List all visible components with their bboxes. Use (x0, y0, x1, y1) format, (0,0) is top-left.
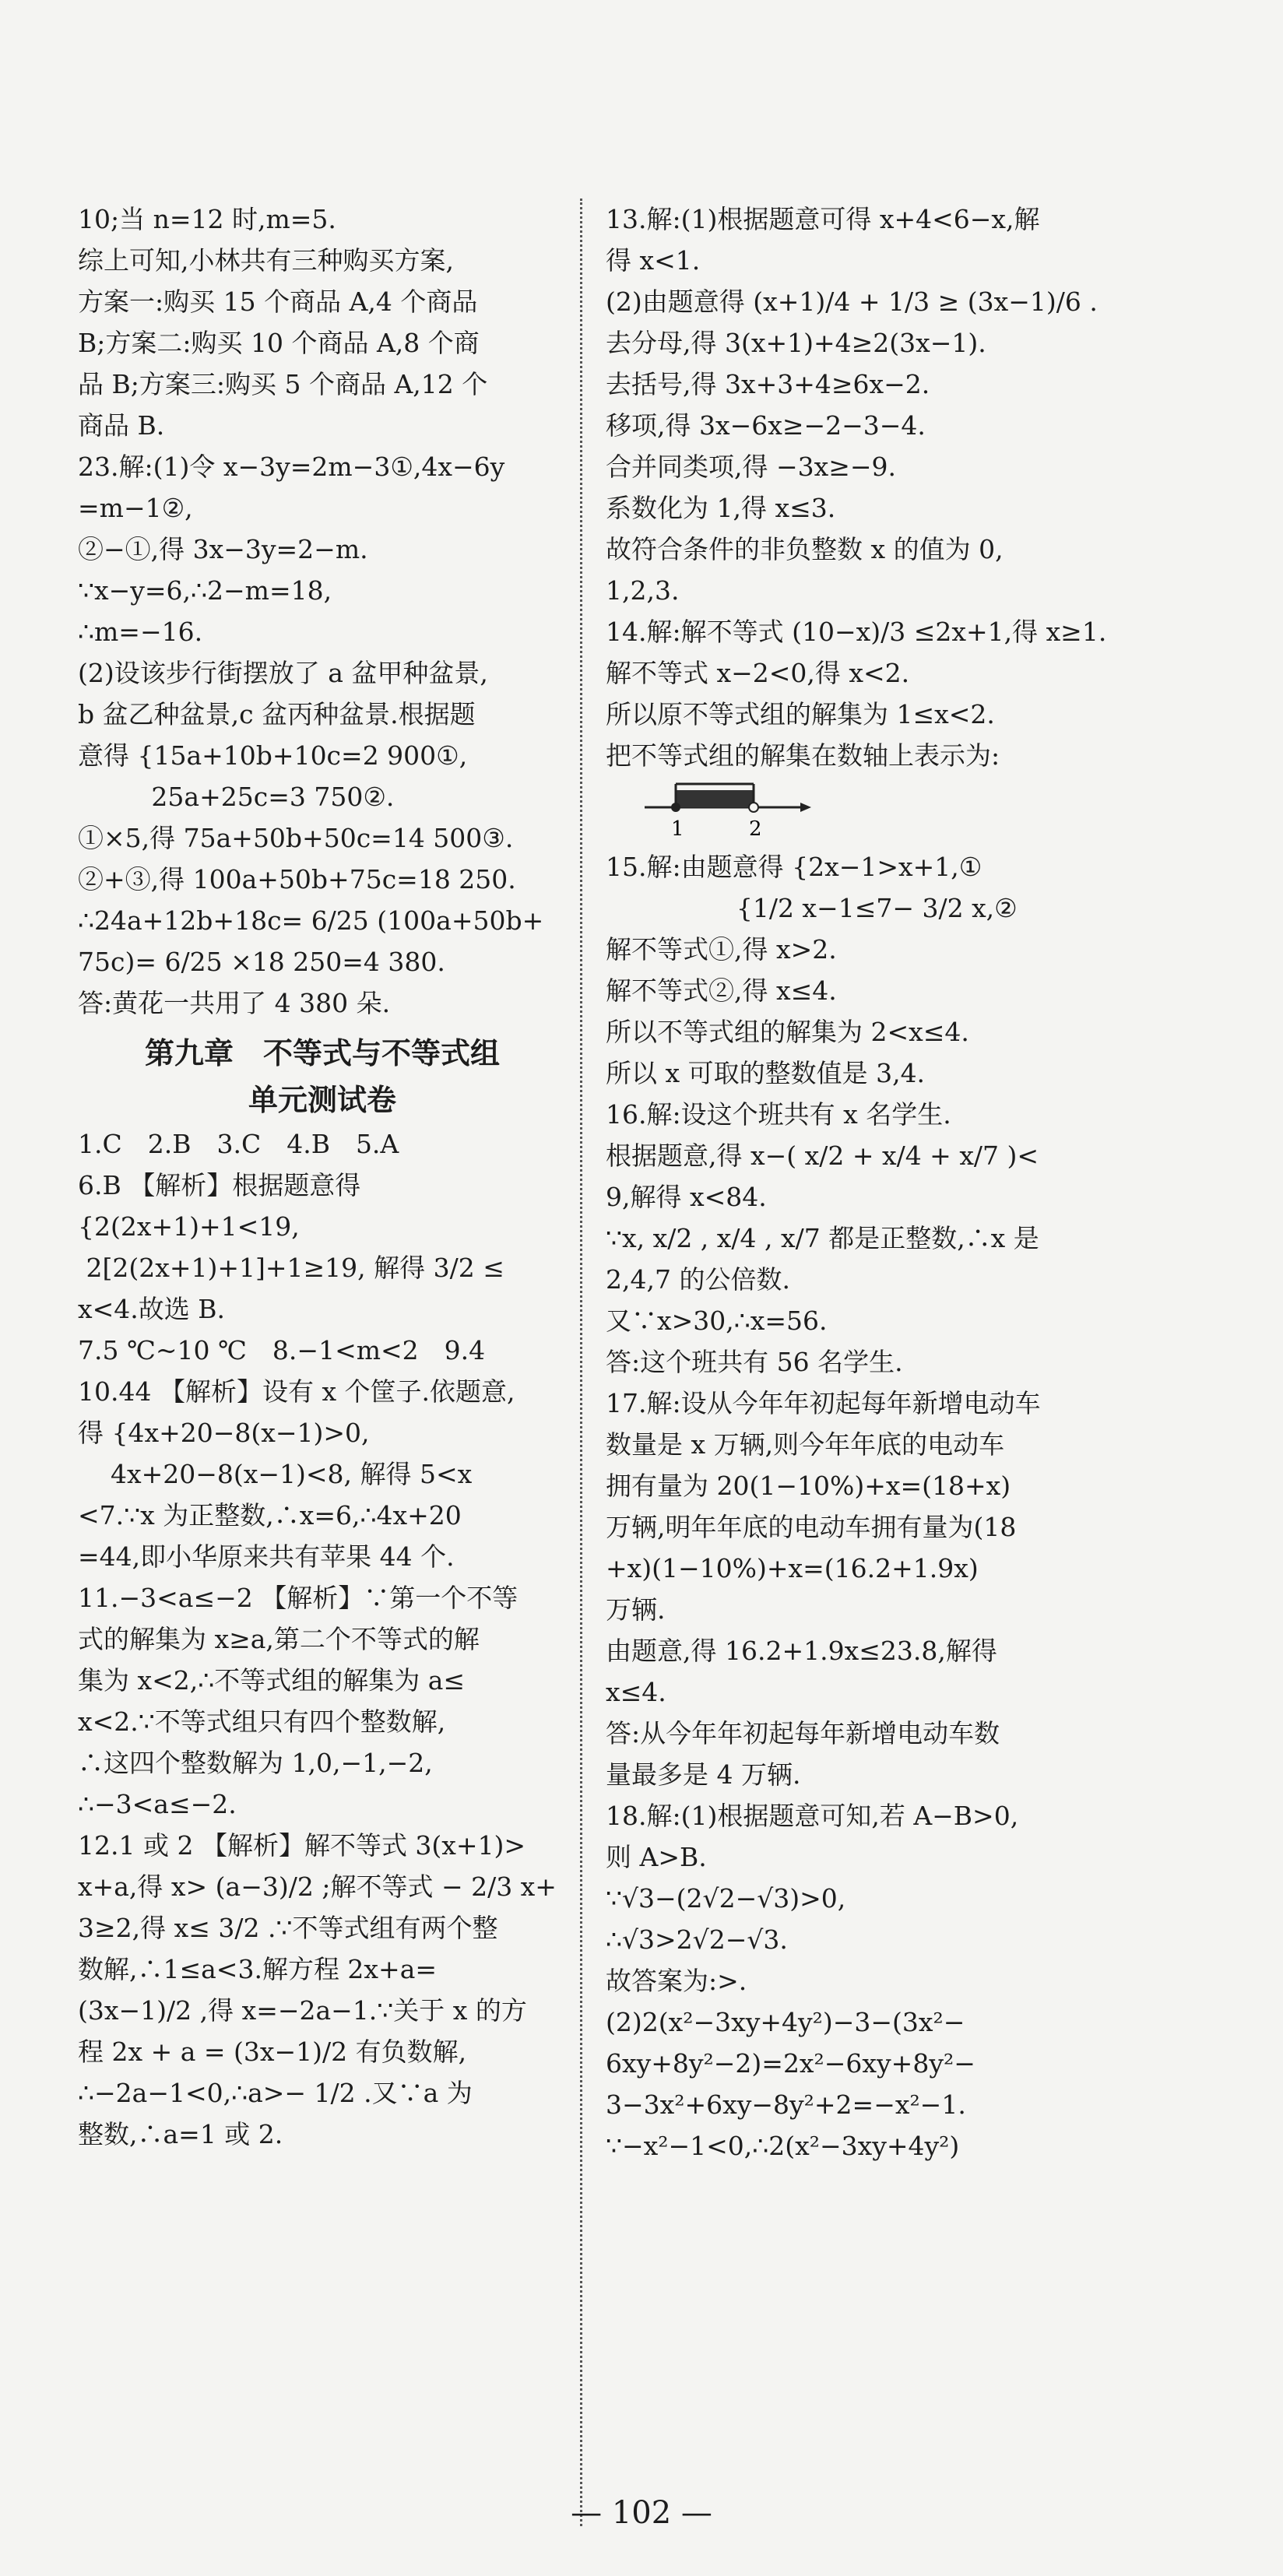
text-line: 综上可知,小林共有三种购买方案, (78, 245, 454, 276)
right-column (606, 199, 1107, 2167)
number-line-figure (645, 776, 1104, 846)
text-line: 14.解:解不等式 (10−x)/3 ≤2x+1,得 x≥1. (606, 617, 1107, 647)
text-line: 又∵x>30,∴x=56. (606, 1306, 828, 1336)
tick-label-2: 2 (749, 817, 762, 841)
number-line-svg (645, 776, 816, 846)
text-line: 11.−3<a≤−2 【解析】∵第一个不等 (78, 1583, 518, 1613)
text-line: 12.1 或 2 【解析】解不等式 3(x+1)> (78, 1830, 526, 1861)
text-line: 故答案为:>. (606, 1966, 747, 1996)
text-line: ∴这四个整数解为 1,0,−1,−2, (78, 1748, 433, 1778)
text-line: 集为 x<2,∴不等式组的解集为 a≤ (78, 1665, 466, 1696)
text-line: b 盆乙种盆景,c 盆丙种盆景.根据题 (78, 699, 476, 729)
text-line: 13.解:(1)根据题意可得 x+4<6−x,解 (606, 204, 1040, 234)
text-line: <7.∵x 为正整数,∴x=6,∴4x+20 (78, 1500, 462, 1530)
text-line: 所以不等式组的解集为 2<x≤4. (606, 1017, 969, 1047)
text-line: 所以 x 可取的整数值是 3,4. (606, 1058, 926, 1088)
text-line: 意得 {15a+10b+10c=2 900①, (78, 740, 468, 771)
text-line: 解不等式 x−2<0,得 x<2. (606, 658, 910, 688)
text-line: 万辆,明年年底的电动车拥有量为(18 (606, 1512, 1017, 1542)
text-line: 1.C 2.B 3.C 4.B 5.A (78, 1129, 399, 1159)
text-line: ∵x−y=6,∴2−m=18, (78, 575, 332, 606)
text-line: 答:黄花一共用了 4 380 朵. (78, 988, 391, 1018)
text-line: 则 A>B. (606, 1842, 707, 1872)
text-line: ②+③,得 100a+50b+75c=18 250. (78, 864, 516, 894)
text-line: 合并同类项,得 −3x≥−9. (606, 452, 897, 482)
text-line: 得 x<1. (606, 245, 701, 276)
text-line: 程 2x + a = (3x−1)/2 有负数解, (78, 2037, 467, 2067)
text-line: 3≥2,得 x≤ 3/2 .∵不等式组有两个整 (78, 1913, 498, 1943)
text-line: 答:这个班共有 56 名学生. (606, 1347, 903, 1377)
text-line: =m−1②, (78, 493, 193, 523)
text-line: 方案一:购买 15 个商品 A,4 个商品 (78, 286, 478, 317)
text-line: 由题意,得 16.2+1.9x≤23.8,解得 (606, 1636, 997, 1666)
text-line: 15.解:由题意得 {2x−1>x+1,① (606, 852, 982, 882)
left-column (78, 199, 567, 2155)
chapter-subtitle: 单元测试卷 (248, 1082, 396, 1117)
text-line: 16.解:设这个班共有 x 名学生. (606, 1099, 951, 1130)
text-line: 9,解得 x<84. (606, 1182, 767, 1212)
solution-bar (676, 790, 754, 807)
chapter-title: 第九章 不等式与不等式组 (144, 1035, 500, 1070)
text-line: ∴24a+12b+18c= 6/25 (100a+50b+ (78, 905, 544, 936)
text-line: 75c)= 6/25 ×18 250=4 380. (78, 947, 445, 977)
text-line: 3−3x²+6xy−8y²+2=−x²−1. (606, 2089, 966, 2120)
text-line: 1,2,3. (606, 575, 680, 606)
text-line: (2)由题意得 (x+1)/4 + 1/3 ≥ (3x−1)/6 . (606, 286, 1098, 317)
text-line: x≤4. (606, 1677, 666, 1707)
text-line: 品 B;方案三:购买 5 个商品 A,12 个 (78, 369, 488, 399)
text-line: 式的解集为 x≥a,第二个不等式的解 (78, 1624, 480, 1654)
text-line: 数量是 x 万辆,则今年年底的电动车 (606, 1429, 1005, 1460)
text-line: 所以原不等式组的解集为 1≤x<2. (606, 699, 995, 729)
text-line: 解不等式②,得 x≤4. (606, 975, 837, 1006)
text-line: ∴m=−16. (78, 617, 203, 647)
text-line: 25a+25c=3 750②. (78, 782, 395, 812)
text-line: ∴√3>2√2−√3. (606, 1924, 788, 1955)
text-line: ∵−x²−1<0,∴2(x²−3xy+4y²) (606, 2131, 960, 2161)
text-line: ②−①,得 3x−3y=2−m. (78, 534, 368, 564)
text-line: 根据题意,得 x−( x/2 + x/4 + x/7 )< (606, 1140, 1039, 1171)
text-line: 答:从今年年初起每年新增电动车数 (606, 1718, 1000, 1748)
tick-label-1: 1 (671, 817, 684, 841)
text-line: 系数化为 1,得 x≤3. (606, 493, 836, 523)
text-line: 2[2(2x+1)+1]+1≥19, 解得 3/2 ≤ (78, 1253, 504, 1283)
text-line: 解不等式①,得 x>2. (606, 934, 837, 965)
text-line: ∵√3−(2√2−√3)>0, (606, 1883, 846, 1914)
text-line: 把不等式组的解集在数轴上表示为: (606, 740, 1000, 771)
text-line: x+a,得 x> (a−3)/2 ;解不等式 − 2/3 x+ (78, 1871, 557, 1902)
text-line: ∵x, x/2 , x/4 , x/7 都是正整数,∴x 是 (606, 1223, 1039, 1253)
text-line: 去分母,得 3(x+1)+4≥2(3x−1). (606, 328, 986, 358)
text-line: B;方案二:购买 10 个商品 A,8 个商 (78, 328, 480, 358)
text-line: 7.5 ℃~10 ℃ 8.−1<m<2 9.4 (78, 1335, 486, 1365)
text-line: 商品 B. (78, 410, 165, 441)
text-line: 故符合条件的非负整数 x 的值为 0, (606, 534, 1004, 564)
text-line: 2,4,7 的公倍数. (606, 1264, 790, 1295)
column-divider (580, 199, 582, 2526)
text-line: {2(2x+1)+1<19, (78, 1211, 300, 1242)
text-line: {1/2 x−1≤7− 3/2 x,② (606, 893, 1018, 923)
text-line: 得 {4x+20−8(x−1)>0, (78, 1418, 370, 1448)
number-line-arrow (800, 803, 811, 812)
text-line: ①×5,得 75a+50b+50c=14 500③. (78, 823, 514, 853)
text-line: (2)2(x²−3xy+4y²)−3−(3x²− (606, 2007, 965, 2037)
text-line: +x)(1−10%)+x=(16.2+1.9x) (606, 1553, 979, 1583)
text-line: =44,即小华原来共有苹果 44 个. (78, 1541, 455, 1572)
text-line: 18.解:(1)根据题意可知,若 A−B>0, (606, 1801, 1019, 1831)
text-line: x<4.故选 B. (78, 1294, 225, 1324)
page-number: — 102 — (571, 2495, 712, 2531)
text-line: 数解,∴1≤a<3.解方程 2x+a= (78, 1954, 438, 1984)
closed-point-1 (671, 803, 680, 812)
text-line: 4x+20−8(x−1)<8, 解得 5<x (78, 1459, 473, 1489)
text-line: (2)设该步行街摆放了 a 盆甲种盆景, (78, 658, 488, 688)
text-line: 6.B 【解析】根据题意得 (78, 1170, 361, 1200)
text-line: 6xy+8y²−2)=2x²−6xy+8y²− (606, 2048, 975, 2079)
text-line: x<2.∵不等式组只有四个整数解, (78, 1706, 446, 1737)
text-line: 17.解:设从今年年初起每年新增电动车 (606, 1388, 1041, 1418)
text-line: 23.解:(1)令 x−3y=2m−3①,4x−6y (78, 452, 505, 482)
text-line: 移项,得 3x−6x≥−2−3−4. (606, 410, 926, 441)
open-point-2 (749, 803, 758, 812)
text-line: 去括号,得 3x+3+4≥6x−2. (606, 369, 930, 399)
text-line: 10;当 n=12 时,m=5. (78, 204, 336, 234)
text-line: 万辆. (606, 1594, 666, 1625)
text-line: 拥有量为 20(1−10%)+x=(18+x) (606, 1471, 1011, 1501)
text-line: ∴−2a−1<0,∴a>− 1/2 .又∵a 为 (78, 2078, 473, 2108)
text-line: 10.44 【解析】设有 x 个筐子.依题意, (78, 1376, 515, 1407)
text-line: (3x−1)/2 ,得 x=−2a−1.∵关于 x 的方 (78, 1995, 527, 2026)
text-line: 整数,∴a=1 或 2. (78, 2119, 283, 2149)
text-line: 量最多是 4 万辆. (606, 1759, 801, 1790)
text-line: ∴−3<a≤−2. (78, 1789, 237, 1819)
